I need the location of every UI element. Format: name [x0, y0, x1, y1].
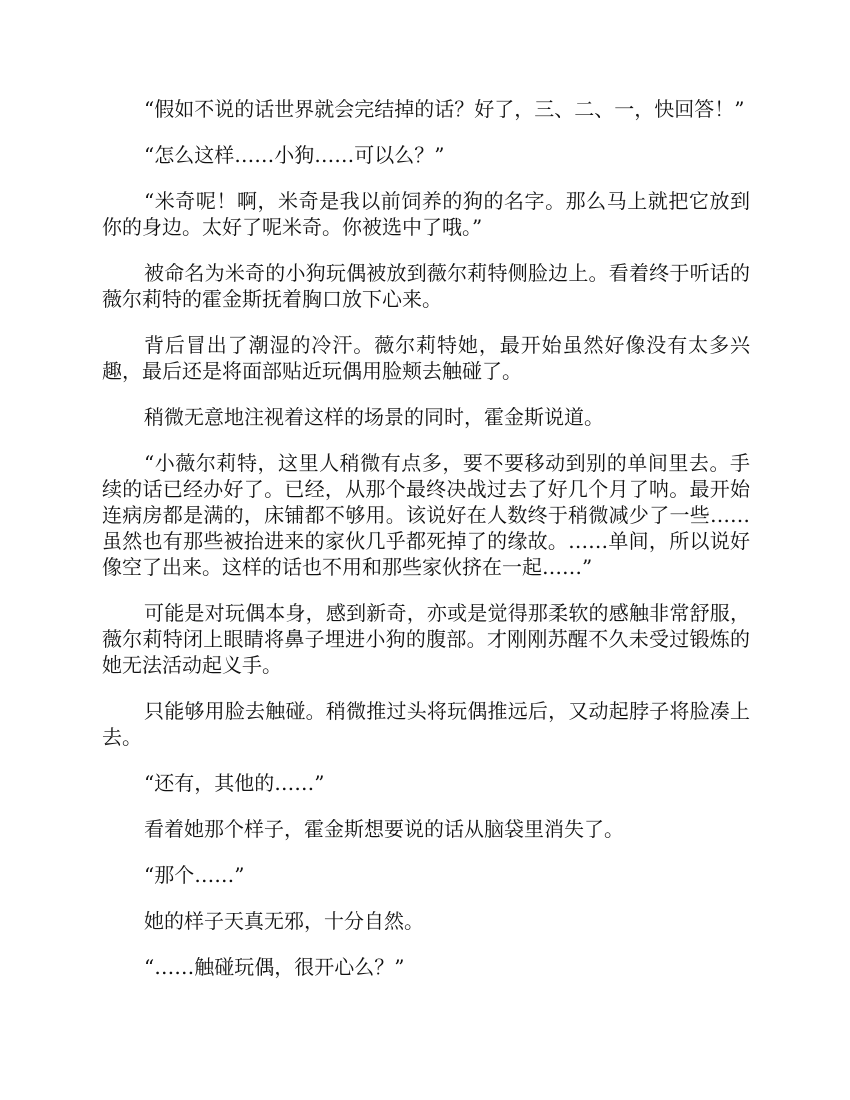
paragraph: “假如不说的话世界就会完结掉的话？好了，三、二、一，快回答！”: [144, 97, 745, 121]
paragraph: 她的样子天真无邪，十分自然。: [144, 909, 424, 933]
paragraph: “那个……”: [144, 863, 245, 887]
paragraph: 只能够用脸去触碰。稍微推过头将玩偶推远后，又动起脖子将脸凑上去。: [102, 699, 750, 749]
document-page: [102, 96, 750, 1000]
paragraph: “……触碰玩偶，很开心么？”: [144, 955, 405, 979]
paragraph: 背后冒出了潮湿的冷汗。薇尔莉特她，最开始虽然好像没有太多兴趣，最后还是将面部贴近玩偶用脸颊去触碰了。: [102, 333, 750, 383]
paragraph: 可能是对玩偶本身，感到新奇，亦或是觉得那柔软的感触非常舒服，薇尔莉特闭上眼睛将鼻子埋进小狗的腹部。才刚刚苏醒不久未受过锻炼的她无法活动起义手。: [102, 601, 750, 677]
paragraph: 看着她那个样子，霍金斯想要说的话从脑袋里消失了。: [144, 817, 624, 841]
paragraph: 被命名为米奇的小狗玩偶被放到薇尔莉特侧脸边上。看着终于听话的薇尔莉特的霍金斯抚着胸口放下心来。: [102, 261, 750, 311]
paragraph: “米奇呢！啊，米奇是我以前饲养的狗的名字。那么马上就把它放到你的身边。太好了呢米奇。你被选中了哦。”: [102, 189, 750, 239]
paragraph: “怎么这样……小狗……可以么？”: [144, 143, 445, 167]
paragraph: “小薇尔莉特，这里人稍微有点多，要不要移动到别的单间里去。手续的话已经办好了。已经，从那个最终决战过去了好几个月了呐。最开始连病房都是满的，床铺都不够用。该说好在人数终于稍微减少了一些……虽然也有那些被抬进来的家伙几乎都死掉了的缘故。……单间，所以说好像空了出来。这样的话也不用和那些家伙挤在一起……”: [102, 451, 750, 579]
paragraph: 稍微无意地注视着这样的场景的同时，霍金斯说道。: [144, 405, 604, 429]
paragraph: “还有，其他的……”: [144, 771, 325, 795]
